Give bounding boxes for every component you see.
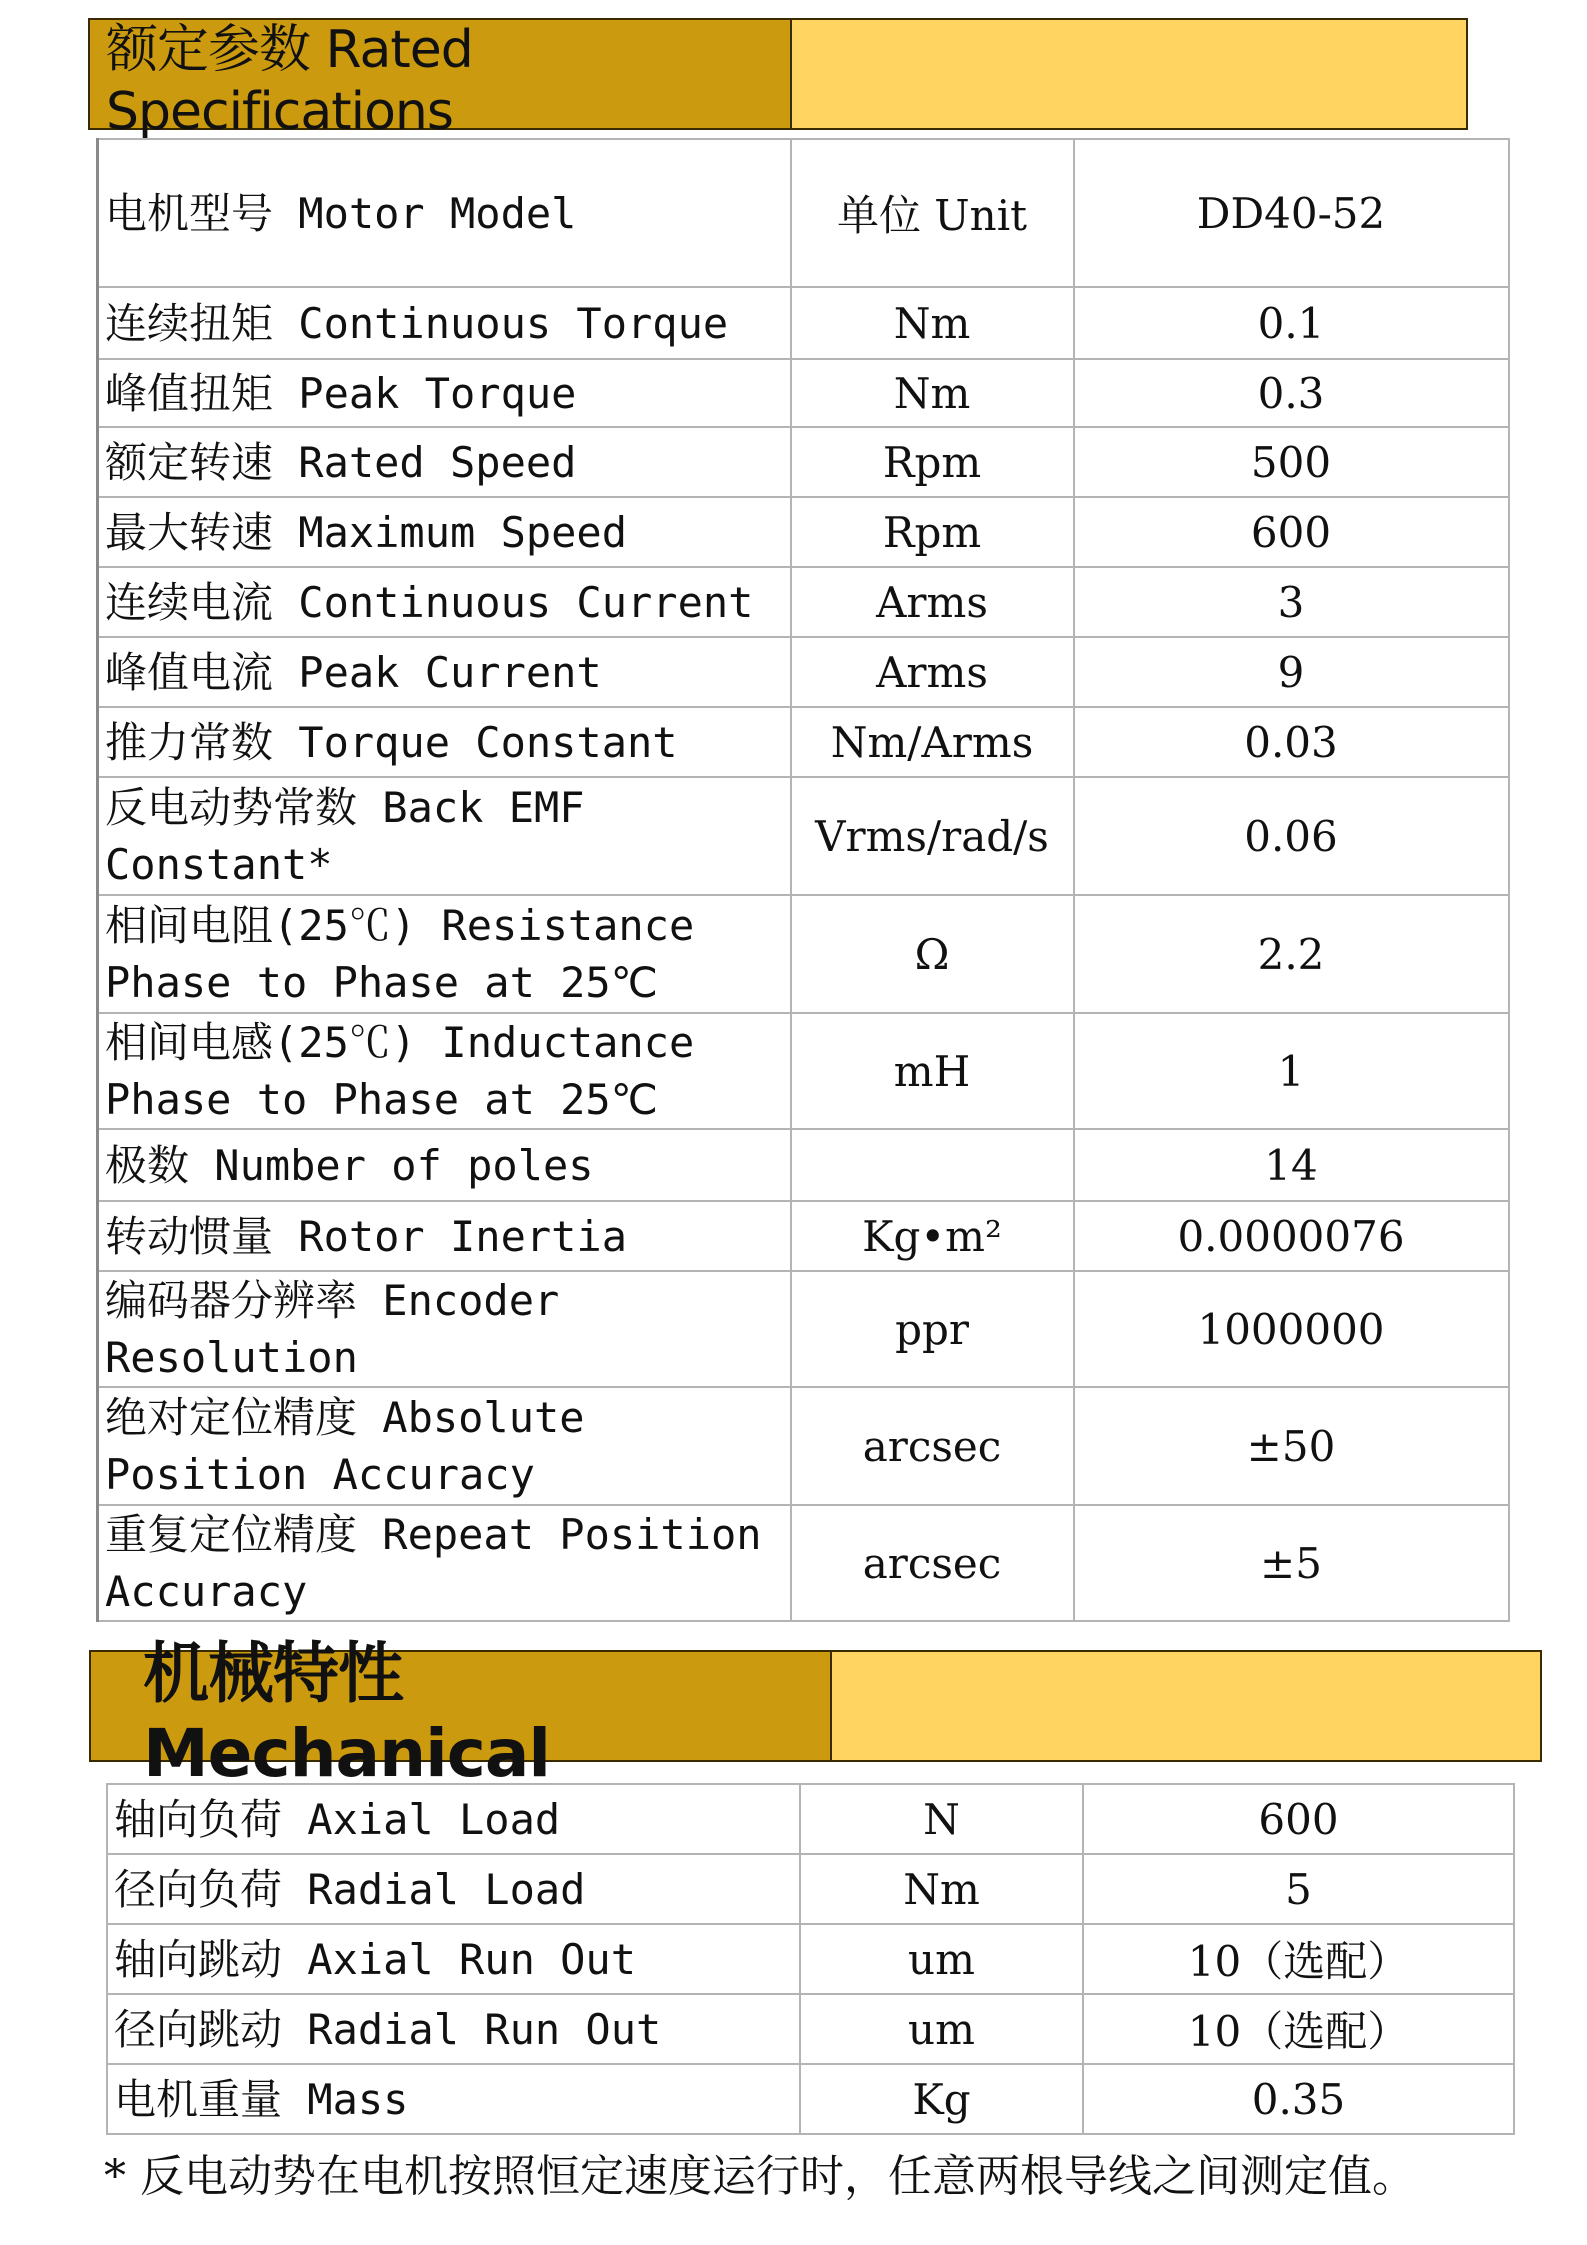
row-value: 10（选配） — [1083, 1924, 1514, 1994]
row-label: 径向负荷 Radial Load — [107, 1854, 800, 1924]
row-label: 峰值扭矩 Peak Torque — [98, 359, 791, 427]
row-unit: Arms — [791, 637, 1074, 707]
row-unit: N — [800, 1784, 1083, 1854]
row-label: 相间电感(25℃) Inductance Phase to Phase at 25℃ — [98, 1013, 791, 1129]
row-value: 2.2 — [1074, 895, 1509, 1013]
row-label: 峰值电流 Peak Current — [98, 637, 791, 707]
row-label: 相间电阻(25℃) Resistance Phase to Phase at 25℃ — [98, 895, 791, 1013]
table-row — [98, 497, 1509, 567]
row-label: 连续扭矩 Continuous Torque — [98, 287, 791, 359]
header-value: DD40-52 — [1074, 139, 1509, 287]
row-unit: Vrms/rad/s — [791, 777, 1074, 895]
banner-fill — [832, 1652, 1540, 1760]
row-unit: arcsec — [791, 1387, 1074, 1505]
row-value: 600 — [1074, 497, 1509, 567]
row-unit: Kg — [800, 2064, 1083, 2134]
row-unit: Nm — [791, 287, 1074, 359]
row-value: 0.06 — [1074, 777, 1509, 895]
table-row — [98, 777, 1509, 895]
row-unit: Kg•m² — [791, 1201, 1074, 1271]
table-row — [98, 1129, 1509, 1201]
table-row — [98, 637, 1509, 707]
row-value: 1 — [1074, 1013, 1509, 1129]
table-row — [98, 359, 1509, 427]
row-unit: Rpm — [791, 427, 1074, 497]
row-label: 连续电流 Continuous Current — [98, 567, 791, 637]
row-unit: Nm — [800, 1854, 1083, 1924]
row-value: 0.0000076 — [1074, 1201, 1509, 1271]
row-unit — [791, 1129, 1074, 1201]
row-unit: um — [800, 1924, 1083, 1994]
rated-specifications-title: 额定参数 Rated Specifications — [90, 20, 792, 128]
row-value: 10（选配） — [1083, 1994, 1514, 2064]
row-unit: Rpm — [791, 497, 1074, 567]
table-row — [107, 1854, 1514, 1924]
row-value: 14 — [1074, 1129, 1509, 1201]
row-unit: ppr — [791, 1271, 1074, 1387]
header-label: 电机型号 Motor Model — [98, 139, 791, 287]
row-label: 反电动势常数 Back EMF Constant* — [98, 777, 791, 895]
row-label: 轴向负荷 Axial Load — [107, 1784, 800, 1854]
rated-specifications-table — [96, 138, 1510, 1622]
row-label: 径向跳动 Radial Run Out — [107, 1994, 800, 2064]
row-label: 编码器分辨率 Encoder Resolution — [98, 1271, 791, 1387]
header-unit: 单位 Unit — [791, 139, 1074, 287]
row-value: 0.1 — [1074, 287, 1509, 359]
row-label: 重复定位精度 Repeat Position Accuracy — [98, 1505, 791, 1621]
row-label: 极数 Number of poles — [98, 1129, 791, 1201]
table-row — [98, 1201, 1509, 1271]
rated-specifications-banner — [88, 18, 1468, 142]
mechanical-table — [106, 1783, 1515, 2135]
row-value: 0.3 — [1074, 359, 1509, 427]
row-value: 0.35 — [1083, 2064, 1514, 2134]
row-label: 额定转速 Rated Speed — [98, 427, 791, 497]
table-row — [98, 1387, 1509, 1505]
row-label: 绝对定位精度 Absolute Position Accuracy — [98, 1387, 791, 1505]
table-row — [107, 2064, 1514, 2134]
table-row — [107, 1994, 1514, 2064]
table-row — [98, 1013, 1509, 1129]
row-label: 推力常数 Torque Constant — [98, 707, 791, 777]
row-unit: Nm — [791, 359, 1074, 427]
row-unit: Nm/Arms — [791, 707, 1074, 777]
row-value: 9 — [1074, 637, 1509, 707]
table-row — [98, 427, 1509, 497]
table-row — [98, 287, 1509, 359]
footnote: * 反电动势在电机按照恒定速度运行时，任意两根导线之间测定值。 — [104, 2151, 1416, 2202]
table-header-row — [98, 139, 1509, 287]
banner-fill — [792, 20, 1466, 128]
row-value: 500 — [1074, 427, 1509, 497]
row-unit: um — [800, 1994, 1083, 2064]
table-row — [98, 567, 1509, 637]
row-unit: Arms — [791, 567, 1074, 637]
table-row — [98, 1505, 1509, 1621]
table-row — [107, 1924, 1514, 1994]
row-value: ±5 — [1074, 1505, 1509, 1621]
row-value: 0.03 — [1074, 707, 1509, 777]
table-row — [107, 1784, 1514, 1854]
row-label: 转动惯量 Rotor Inertia — [98, 1201, 791, 1271]
row-value: 600 — [1083, 1784, 1514, 1854]
row-unit: Ω — [791, 895, 1074, 1013]
table-row — [98, 895, 1509, 1013]
mechanical-banner — [89, 1635, 1542, 1792]
row-unit: arcsec — [791, 1505, 1074, 1621]
row-label: 轴向跳动 Axial Run Out — [107, 1924, 800, 1994]
table-row — [98, 1271, 1509, 1387]
row-value: 3 — [1074, 567, 1509, 637]
mechanical-title: 机械特性 Mechanical — [91, 1652, 832, 1760]
row-label: 最大转速 Maximum Speed — [98, 497, 791, 567]
table-row — [98, 707, 1509, 777]
row-unit: mH — [791, 1013, 1074, 1129]
row-label: 电机重量 Mass — [107, 2064, 800, 2134]
row-value: ±50 — [1074, 1387, 1509, 1505]
row-value: 1000000 — [1074, 1271, 1509, 1387]
row-value: 5 — [1083, 1854, 1514, 1924]
